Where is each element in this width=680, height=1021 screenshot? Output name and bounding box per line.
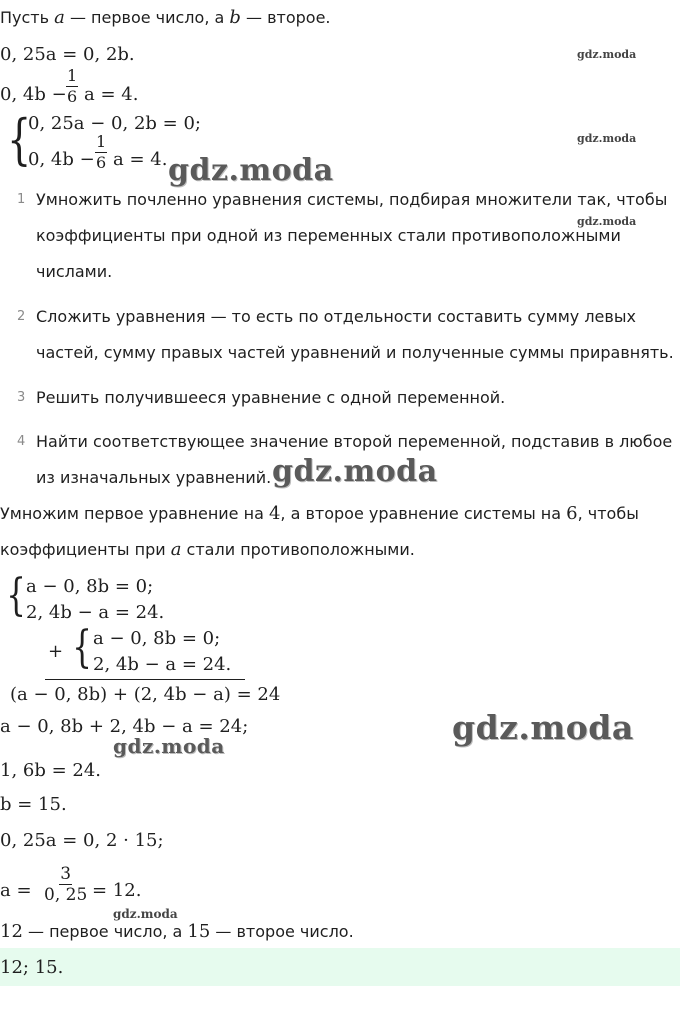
plus-sign: + bbox=[48, 641, 64, 662]
fraction-3-over-025 bbox=[44, 866, 87, 903]
multiply-part: Умножим первое уравнение на bbox=[0, 504, 269, 523]
step-3-line-1: Решить получившееся уравнение с одной переменной. bbox=[36, 388, 506, 407]
solution-step-6-left: a = bbox=[0, 880, 32, 901]
sum-line bbox=[45, 679, 245, 680]
step-4-line-1: Найти соответствующее значение второй переменной, подставив в любое bbox=[36, 432, 673, 451]
multiply-part: коэффициенты при bbox=[0, 540, 171, 559]
step-number: 2 bbox=[17, 309, 26, 324]
watermark-large: gdz.moda bbox=[168, 153, 334, 188]
solution-step-1: (a − 0, 8b) + (2, 4b − a) = 24 bbox=[10, 684, 281, 705]
multiply-line-2 bbox=[0, 540, 415, 560]
step-1-line-3: числами. bbox=[36, 262, 113, 281]
watermark-small: gdz.moda bbox=[577, 48, 637, 61]
var-a: a bbox=[170, 539, 182, 560]
watermark-large: gdz.moda bbox=[272, 454, 438, 489]
solution-step-4: b = 15. bbox=[0, 794, 67, 815]
multiplier-4: 4 bbox=[268, 503, 281, 524]
number-15: 15 bbox=[187, 921, 211, 942]
watermark-small: gdz.moda bbox=[577, 132, 637, 145]
multiplier-6: 6 bbox=[566, 503, 578, 524]
conclusion-text bbox=[0, 922, 354, 942]
system-1-row-1: 0, 25a − 0, 2b = 0; bbox=[28, 113, 201, 134]
conclusion-part: — первое число, а bbox=[22, 922, 188, 941]
fraction-denominator: 6 bbox=[96, 153, 107, 172]
system-brace: { bbox=[72, 622, 92, 673]
multiply-part: стали противоположными. bbox=[181, 540, 415, 559]
watermark-large: gdz.moda bbox=[452, 708, 634, 747]
solution-step-5: 0, 25a = 0, 2 · 15; bbox=[0, 830, 164, 851]
system-2-row-2: 2, 4b − a = 24. bbox=[26, 602, 165, 623]
system-brace: { bbox=[6, 570, 26, 621]
multiply-part: , чтобы bbox=[577, 504, 639, 523]
solution-step-6-right: = 12. bbox=[92, 880, 142, 901]
fraction-denominator: 0, 25 bbox=[44, 885, 88, 905]
answer-text: 12; 15. bbox=[0, 957, 64, 978]
watermark-small: gdz.moda bbox=[113, 907, 178, 921]
intro-part: — первое число, а bbox=[64, 8, 230, 27]
sum-system-row-2: 2, 4b − a = 24. bbox=[93, 654, 232, 675]
system-1-row-2-left: 0, 4b − bbox=[28, 149, 95, 170]
var-a: a bbox=[54, 7, 65, 28]
watermark-small: gdz.moda bbox=[577, 215, 637, 228]
fraction-denominator: 6 bbox=[67, 87, 78, 106]
step-1-line-1: Умножить почленно уравнения системы, подбирая множители так, чтобы bbox=[36, 190, 668, 209]
equation-1: 0, 25a = 0, 2b. bbox=[0, 44, 135, 65]
fraction-numerator: 3 bbox=[60, 864, 72, 884]
equation-2-right: a = 4. bbox=[84, 84, 139, 105]
system-2-row-1: a − 0, 8b = 0; bbox=[26, 576, 154, 597]
step-4-line-2: из изначальных уравнений. bbox=[36, 468, 272, 487]
watermark-medium: gdz.moda bbox=[113, 734, 225, 758]
number-12: 12 bbox=[0, 921, 23, 942]
system-1-row-2-right: a = 4. bbox=[113, 149, 168, 170]
step-number: 3 bbox=[17, 390, 26, 405]
fraction-1-6 bbox=[66, 68, 78, 105]
step-number: 4 bbox=[17, 434, 26, 449]
step-1-line-2: коэффициенты при одной из переменных стали противоположными bbox=[36, 226, 621, 245]
multiply-part: , а второе уравнение системы на bbox=[280, 504, 567, 523]
equation-2-left: 0, 4b − bbox=[0, 84, 67, 105]
step-2-line-1: Сложить уравнения — то есть по отдельности составить сумму левых bbox=[36, 307, 636, 326]
fraction-numerator: 1 bbox=[96, 132, 107, 151]
var-b: b bbox=[229, 7, 241, 28]
solution-step-2: a − 0, 8b + 2, 4b − a = 24; bbox=[0, 716, 249, 737]
fraction-1-6 bbox=[95, 134, 107, 171]
multiply-line-1 bbox=[0, 504, 639, 524]
conclusion-part: — второе число. bbox=[210, 922, 354, 941]
intro-part: Пусть bbox=[0, 8, 55, 27]
step-number: 1 bbox=[17, 192, 26, 207]
answer-box bbox=[0, 948, 680, 986]
intro-part: — второе. bbox=[240, 8, 331, 27]
fraction-numerator: 1 bbox=[67, 66, 78, 85]
step-2-line-2: частей, сумму правых частей уравнений и полученные суммы приравнять. bbox=[36, 343, 674, 362]
intro-text bbox=[0, 8, 331, 28]
system-brace: { bbox=[7, 108, 32, 171]
sum-system-row-1: a − 0, 8b = 0; bbox=[93, 628, 221, 649]
solution-step-3: 1, 6b = 24. bbox=[0, 760, 102, 781]
